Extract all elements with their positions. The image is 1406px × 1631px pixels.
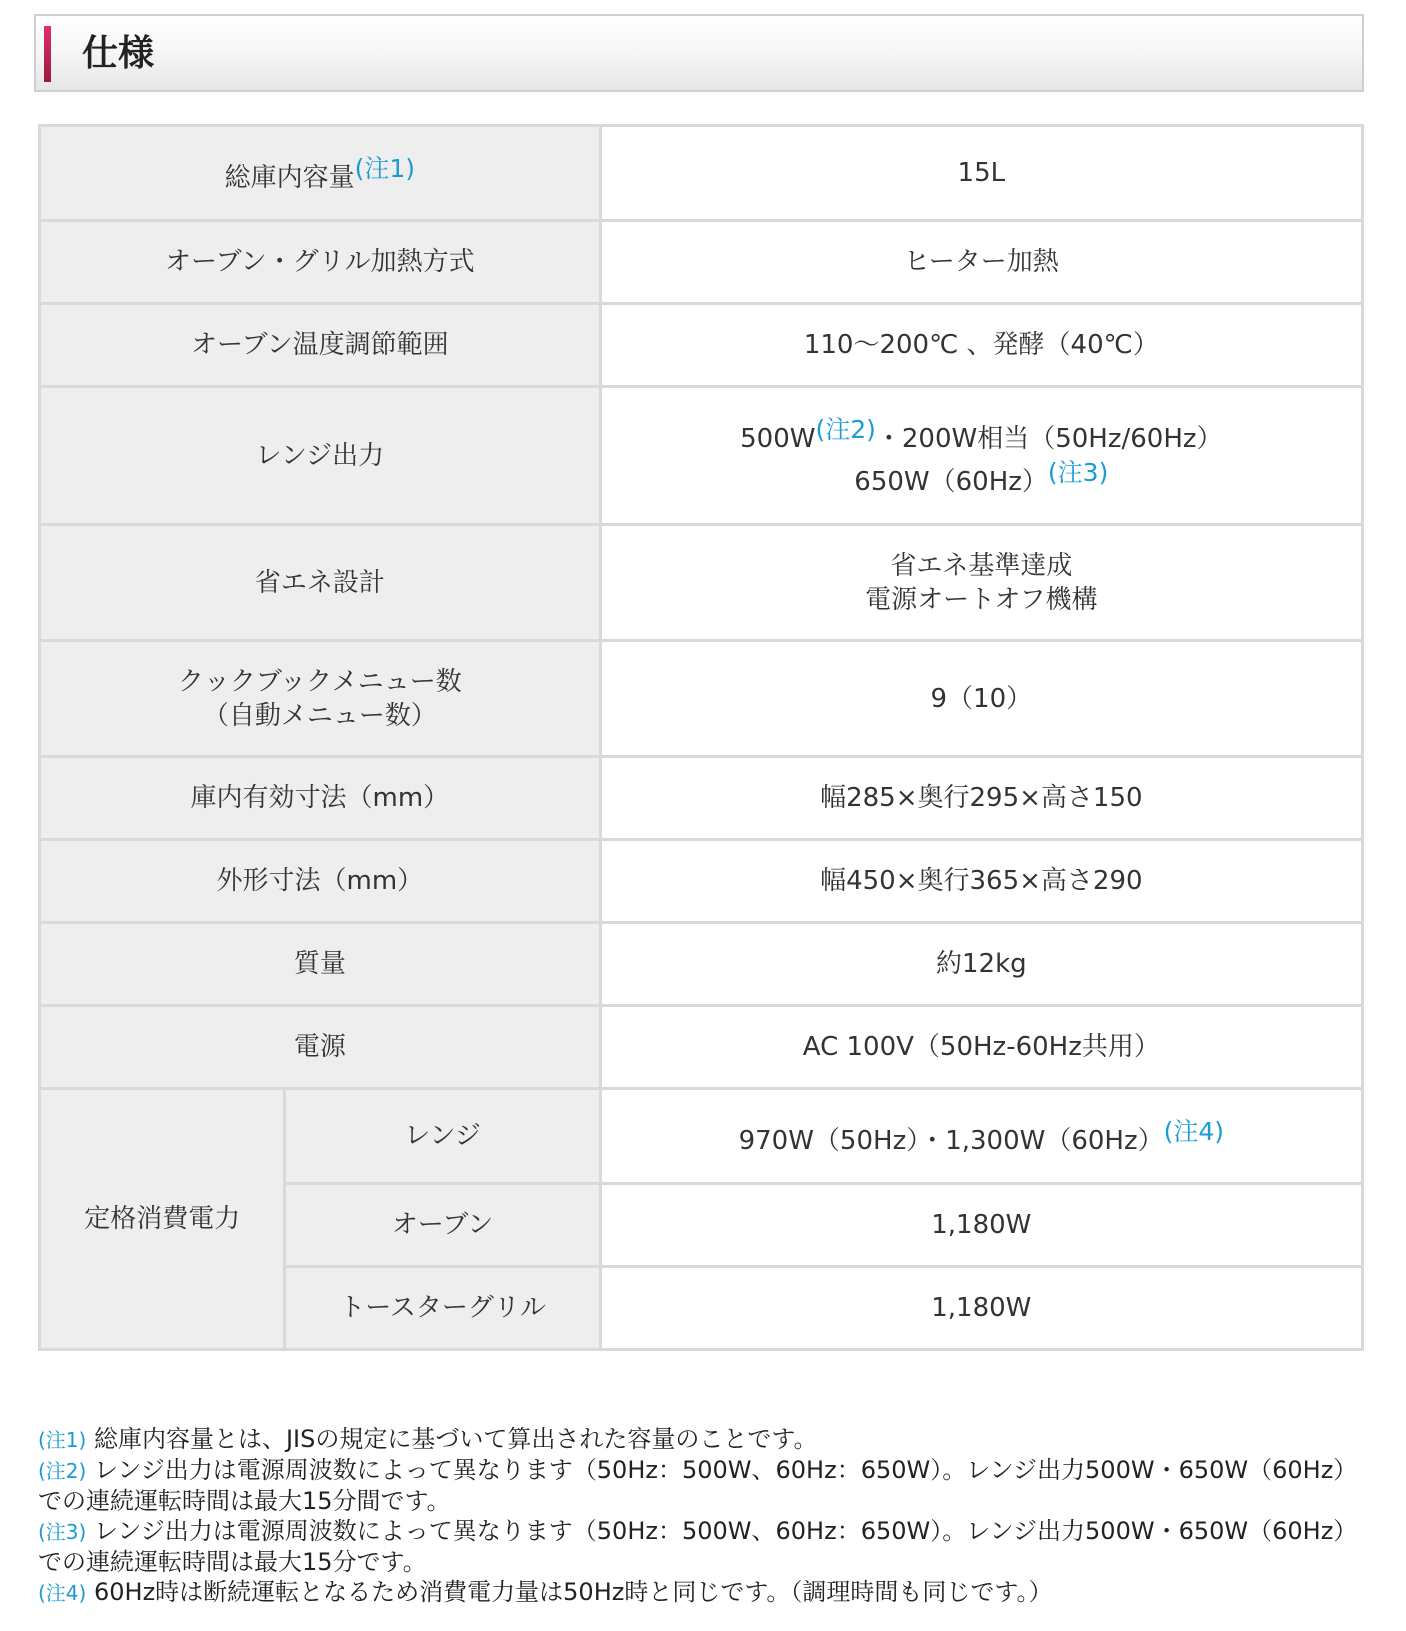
spec-sublabel: トースターグリル bbox=[285, 1267, 600, 1350]
spec-value: 9（10） bbox=[600, 641, 1362, 757]
footnote-label: (注4) bbox=[38, 1581, 87, 1605]
spec-row-temperature bbox=[40, 304, 1363, 387]
spec-label: オーブン温度調節範囲 bbox=[40, 304, 601, 387]
spec-value: 1,180W bbox=[600, 1184, 1362, 1267]
note-ref: (注2) bbox=[815, 414, 876, 444]
spec-row-capacity bbox=[40, 126, 1363, 221]
spec-sublabel: オーブン bbox=[285, 1184, 600, 1267]
spec-value: AC 100V（50Hz-60Hz共用） bbox=[600, 1006, 1362, 1089]
spec-value: 970W（50Hz）・1,300W（60Hz）(注4) bbox=[600, 1089, 1362, 1184]
spec-label: 質量 bbox=[40, 923, 601, 1006]
spec-group-label: 定格消費電力 bbox=[40, 1089, 285, 1350]
spec-value: ヒーター加熱 bbox=[600, 221, 1362, 304]
spec-row-heating bbox=[40, 221, 1363, 304]
spec-label: レンジ出力 bbox=[40, 387, 601, 525]
spec-label: クックブックメニュー数 （自動メニュー数） bbox=[40, 641, 601, 757]
value-line: 650W（60Hz）(注3) bbox=[854, 457, 1109, 497]
spec-label: 省エネ設計 bbox=[40, 525, 601, 641]
footnote-label: (注1) bbox=[38, 1428, 87, 1452]
note-ref: (注4) bbox=[1163, 1116, 1225, 1146]
value-line: 500W(注2)・200W相当（50Hz/60Hz） bbox=[740, 414, 1223, 454]
spec-row-range-output bbox=[40, 387, 1363, 525]
note-ref: (注3) bbox=[1047, 457, 1109, 487]
spec-value bbox=[600, 387, 1362, 525]
spec-label: オーブン・グリル加熱方式 bbox=[40, 221, 601, 304]
section-header bbox=[34, 14, 1364, 92]
section-title: 仕様 bbox=[82, 33, 155, 74]
spec-value: 110〜200℃ 、発酵（40℃） bbox=[600, 304, 1362, 387]
spec-value: 15L bbox=[600, 126, 1362, 221]
spec-table bbox=[38, 124, 1364, 1351]
footnote: (注4) 60Hz時は断続運転となるため消費電力量は50Hz時と同じです。（調理時間も同じです。） bbox=[38, 1578, 1053, 1606]
spec-value: 幅450×奥行365×高さ290 bbox=[600, 840, 1362, 923]
spec-row-outer-size bbox=[40, 840, 1363, 923]
spec-value: 幅285×奥行295×高さ150 bbox=[600, 757, 1362, 840]
spec-value: 約12kg bbox=[600, 923, 1362, 1006]
footnote: (注3) レンジ出力は電源周波数によって異なります（50Hz：500W、60Hz：650W）。レンジ出力500W・650W（60Hz）での連続運転時間は最大15分です。 bbox=[38, 1517, 1358, 1576]
header-accent-bar bbox=[44, 26, 51, 82]
spec-label: 外形寸法（mm） bbox=[40, 840, 601, 923]
spec-label: 庫内有効寸法（mm） bbox=[40, 757, 601, 840]
note-ref: (注1) bbox=[354, 153, 416, 183]
spec-row-consumption-range bbox=[40, 1089, 1363, 1184]
footnote: (注2) レンジ出力は電源周波数によって異なります（50Hz：500W、60Hz：650W）。レンジ出力500W・650W（60Hz）での連続運転時間は最大15分間です。 bbox=[38, 1456, 1358, 1515]
spec-sublabel: レンジ bbox=[285, 1089, 600, 1184]
spec-value: 省エネ基準達成 電源オートオフ機構 bbox=[600, 525, 1362, 641]
spec-row-menu bbox=[40, 641, 1363, 757]
spec-row-eco bbox=[40, 525, 1363, 641]
footnote-label: (注2) bbox=[38, 1459, 87, 1483]
spec-row-mass bbox=[40, 923, 1363, 1006]
footnote: (注1) 総庫内容量とは、JISの規定に基づいて算出された容量のことです。 bbox=[38, 1425, 818, 1453]
spec-row-inner-size bbox=[40, 757, 1363, 840]
footnotes bbox=[38, 1424, 1368, 1608]
footnote-label: (注3) bbox=[38, 1520, 87, 1544]
spec-label: 総庫内容量(注1) bbox=[40, 126, 601, 221]
spec-label: 電源 bbox=[40, 1006, 601, 1089]
spec-row-power bbox=[40, 1006, 1363, 1089]
spec-value: 1,180W bbox=[600, 1267, 1362, 1350]
